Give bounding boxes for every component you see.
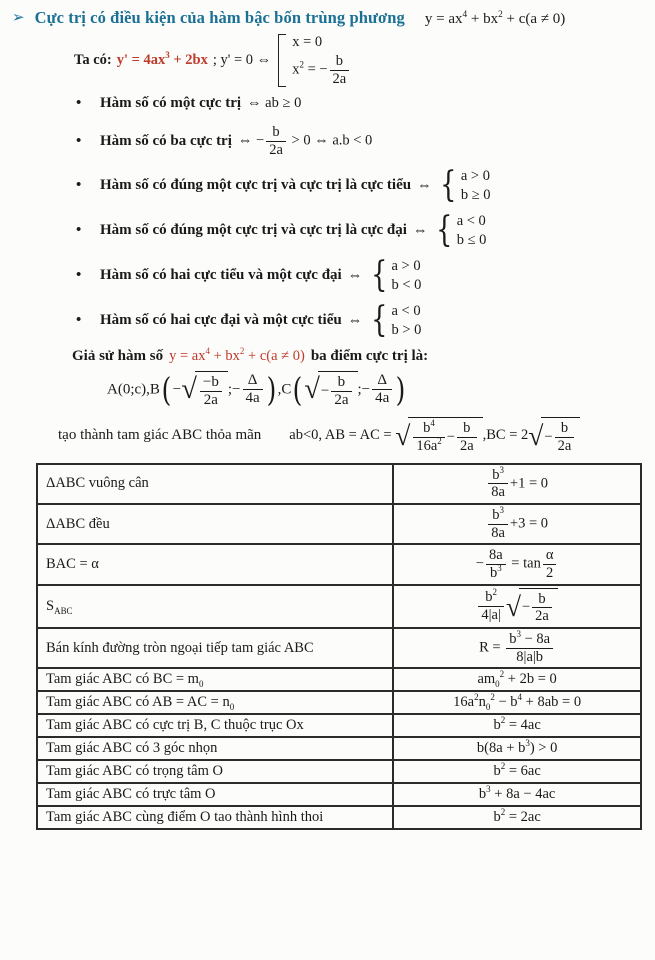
table-row [37,806,641,829]
assumption-line [72,345,645,365]
table-row [37,668,641,691]
bullet-item [100,299,645,341]
assume-pre-text: Giả sử hàm số [72,347,164,364]
bullet-item [100,254,645,296]
condition-formula: $b^2 = 2ac$ [393,806,641,829]
bullet-formula: ⇔ { a < 0 b ≤ 0 [412,209,487,251]
bullet-item [100,91,645,115]
conditions-table-body [37,464,641,830]
condition-formula: R = $\frac{b^3 - 8a}{8|a|b}$ [393,628,641,668]
condition-label: ΔABC vuông cân [37,464,393,504]
condition-formula: $b^2 = 6ac$ [393,760,641,783]
condition-formula: $\frac{b^3}{8a}$ +1 = 0 [393,464,641,504]
title-arrow-icon: ➢ [12,10,25,26]
table-row [37,628,641,668]
assume-formula: $y = ax^4 + bx^2 + c(a \ne 0)$ [169,345,305,364]
condition-formula: $b(8a + b^3) > 0$ [393,737,641,760]
condition-label: Tam giác ABC có AB = AC = $n_0$ [37,691,393,714]
bullet-formula: ⇔ { a < 0 b > 0 [347,299,422,341]
solution-system: x = 0 $x^2$ = − $\frac{b}{2a}$ [276,34,353,87]
condition-formula: $b^2 = 4ac$ [393,714,641,737]
condition-formula: $16a^2n_0^2 - b^4 + 8ab = 0$ [393,691,641,714]
condition-label: Tam giác ABC có trọng tâm O [37,760,393,783]
condition-label: Tam giác ABC cùng điểm O tao thành hình thoi [37,806,393,829]
condition-label: ΔABC đều [37,504,393,544]
derivative-equals-zero: ; y' = 0 ⇔ [212,52,272,69]
bullet-label: • Hàm số có đúng một cực trị và cực trị là cực đại [100,222,407,239]
triangle-condition-line [58,417,645,454]
table-row [37,504,641,544]
title-formula: $y = ax^4 + bx^2 + c(a \ne 0)$ [424,10,566,27]
table-row [37,760,641,783]
page-title: Cực trị có điều kiện của hàm bậc bốn trùng phương [34,8,405,27]
conditions-table [36,463,642,831]
bullet-label: • Hàm số có một cực trị [100,94,242,111]
assume-post-text: ba điểm cực trị là: [310,347,429,364]
condition-formula: $\frac{b^3}{8a}$ +3 = 0 [393,504,641,544]
bullet-list [12,91,645,341]
bullet-label: • Hàm số có hai cực đại và một cực tiểu [100,312,342,329]
bullet-label: • Hàm số có đúng một cực trị và cực trị là cực tiểu [100,177,412,194]
condition-label: Tam giác ABC có trực tâm O [37,783,393,806]
bullet-formula: ⇔ ab ≥ 0 [247,94,302,111]
table-row [37,737,641,760]
condition-formula: − $\frac{8a}{b^3}$ = tan $\frac{\alpha}{2}$ [393,544,641,584]
derivative-line [74,34,645,87]
bullet-label: • Hàm số có ba cực trị [100,133,232,150]
bullet-label: • Hàm số có hai cực tiểu và một cực đại [100,267,342,284]
bullet-formula: ⇔ − $\frac{b}{2a}$ > 0 ⇔ a.b < 0 [237,124,373,159]
side-length-formula: ab<0, AB = AC = √ $b^4$ $16a^2$ − b 2a ,BC = 2 √ − b 2a [289,417,580,454]
table-row [37,464,641,504]
bullet-item [100,164,645,206]
condition-formula: $\frac{b^2}{4|a|}$ √ − b 2a [393,585,641,628]
bullet-item [100,209,645,251]
condition-label: $S_{ABC}$ [37,585,393,628]
table-row [37,783,641,806]
taco-label: Ta có: [74,52,112,69]
table-row [37,691,641,714]
condition-label: Tam giác ABC có 3 góc nhọn [37,737,393,760]
condition-formula: $am_0^2 + 2b = 0$ [393,668,641,691]
condition-label: Tam giác ABC có cực trị B, C thuộc trục Ox [37,714,393,737]
condition-label: BAC = α [37,544,393,584]
derivative-formula: $y' = 4ax^3 + 2bx$ [116,50,208,69]
title-row [12,8,645,28]
table-row [37,585,641,628]
bullet-formula: ⇔ { a > 0 b ≥ 0 [417,164,491,206]
condition-label: Tam giác ABC có BC = $m_0$ [37,668,393,691]
bullet-item [100,124,645,158]
bullet-formula: ⇔ { a > 0 b < 0 [347,254,422,296]
table-row [37,544,641,584]
table-row [37,714,641,737]
condition-label: Bán kính đường tròn ngoại tiếp tam giác ABC [37,628,393,668]
condition-formula: $b^3 + 8a - 4ac$ [393,783,641,806]
condition-intro-text: tạo thành tam giác ABC thỏa mãn [58,427,262,444]
extrema-points-formula: A(0;c),B ( − √ −b 2a ;− $\frac{\Delta}{4a}$ ) ,C ( √ − b 2a ;− $\frac{\Delta}{4a}$ ) [107,370,406,410]
